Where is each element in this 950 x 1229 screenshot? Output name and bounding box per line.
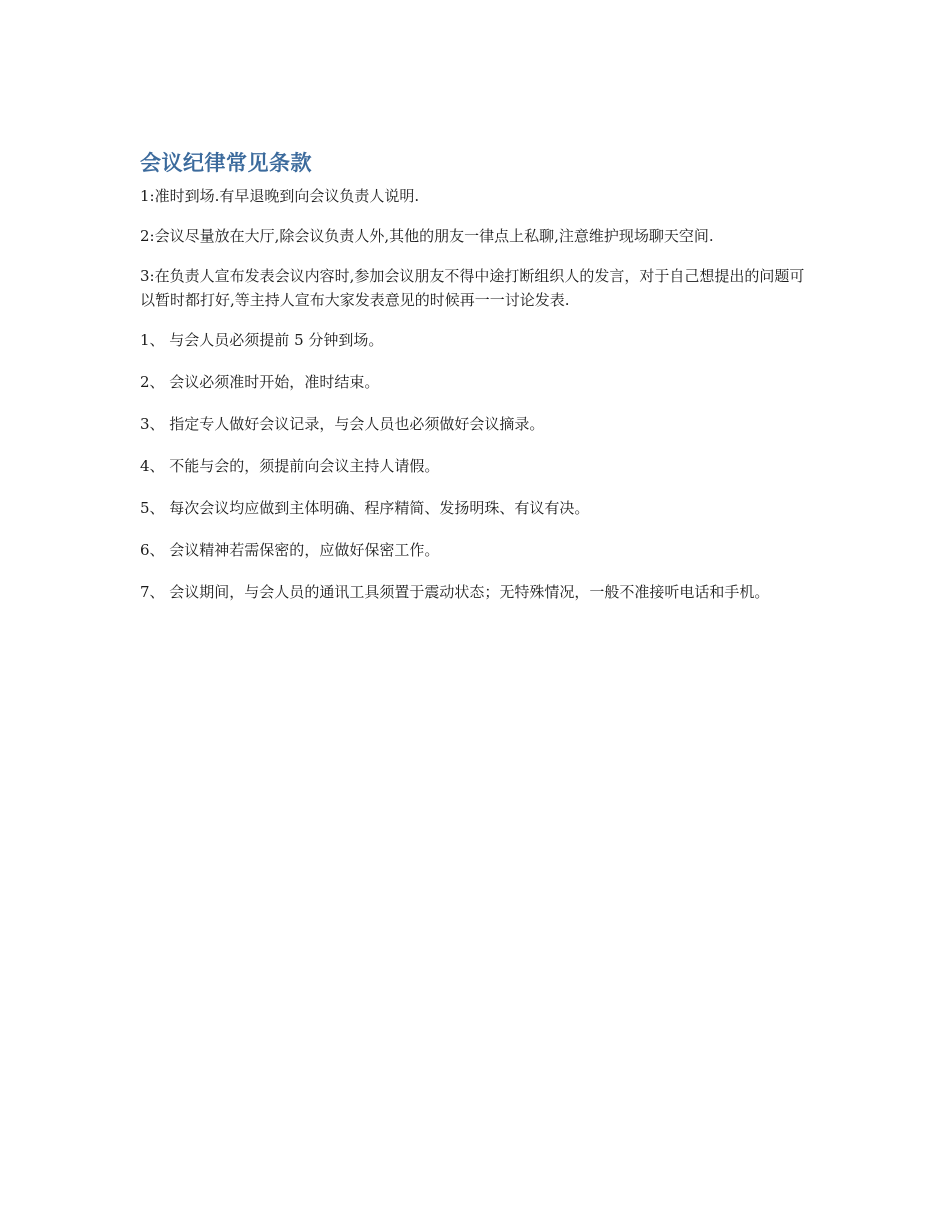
document-page — [140, 148, 810, 622]
rule-paragraph-3: 3:在负责人宣布发表会议内容时,参加会议朋友不得中途打断组织人的发言，对于自己想提出的问题可以暂时都打好,等主持人宣布大家发表意见的时候再一一讨论发表. — [140, 267, 805, 309]
list-item-7: 7、 会议期间，与会人员的通讯工具须置于震动状态；无特殊情况，一般不准接听电话和手机。 — [140, 583, 770, 601]
rule-paragraph-2: 2:会议尽量放在大厅,除会议负责人外,其他的朋友一律点上私聊,注意维护现场聊天空间. — [140, 227, 714, 245]
document-title: 会议纪律常见条款 — [140, 151, 312, 175]
list-item-3: 3、 指定专人做好会议记录，与会人员也必须做好会议摘录。 — [140, 415, 545, 433]
list-item-1: 1、 与会人员必须提前 5 分钟到场。 — [140, 331, 384, 349]
rule-paragraph-1: 1:准时到场.有早退晚到向会议负责人说明. — [140, 187, 420, 205]
list-item-2: 2、 会议必须准时开始，准时结束。 — [140, 373, 380, 391]
list-item-4: 4、 不能与会的，须提前向会议主持人请假。 — [140, 457, 440, 475]
list-item-5: 5、 每次会议均应做到主体明确、程序精简、发扬明珠、有议有决。 — [140, 499, 590, 517]
list-item-6: 6、 会议精神若需保密的，应做好保密工作。 — [140, 541, 440, 559]
